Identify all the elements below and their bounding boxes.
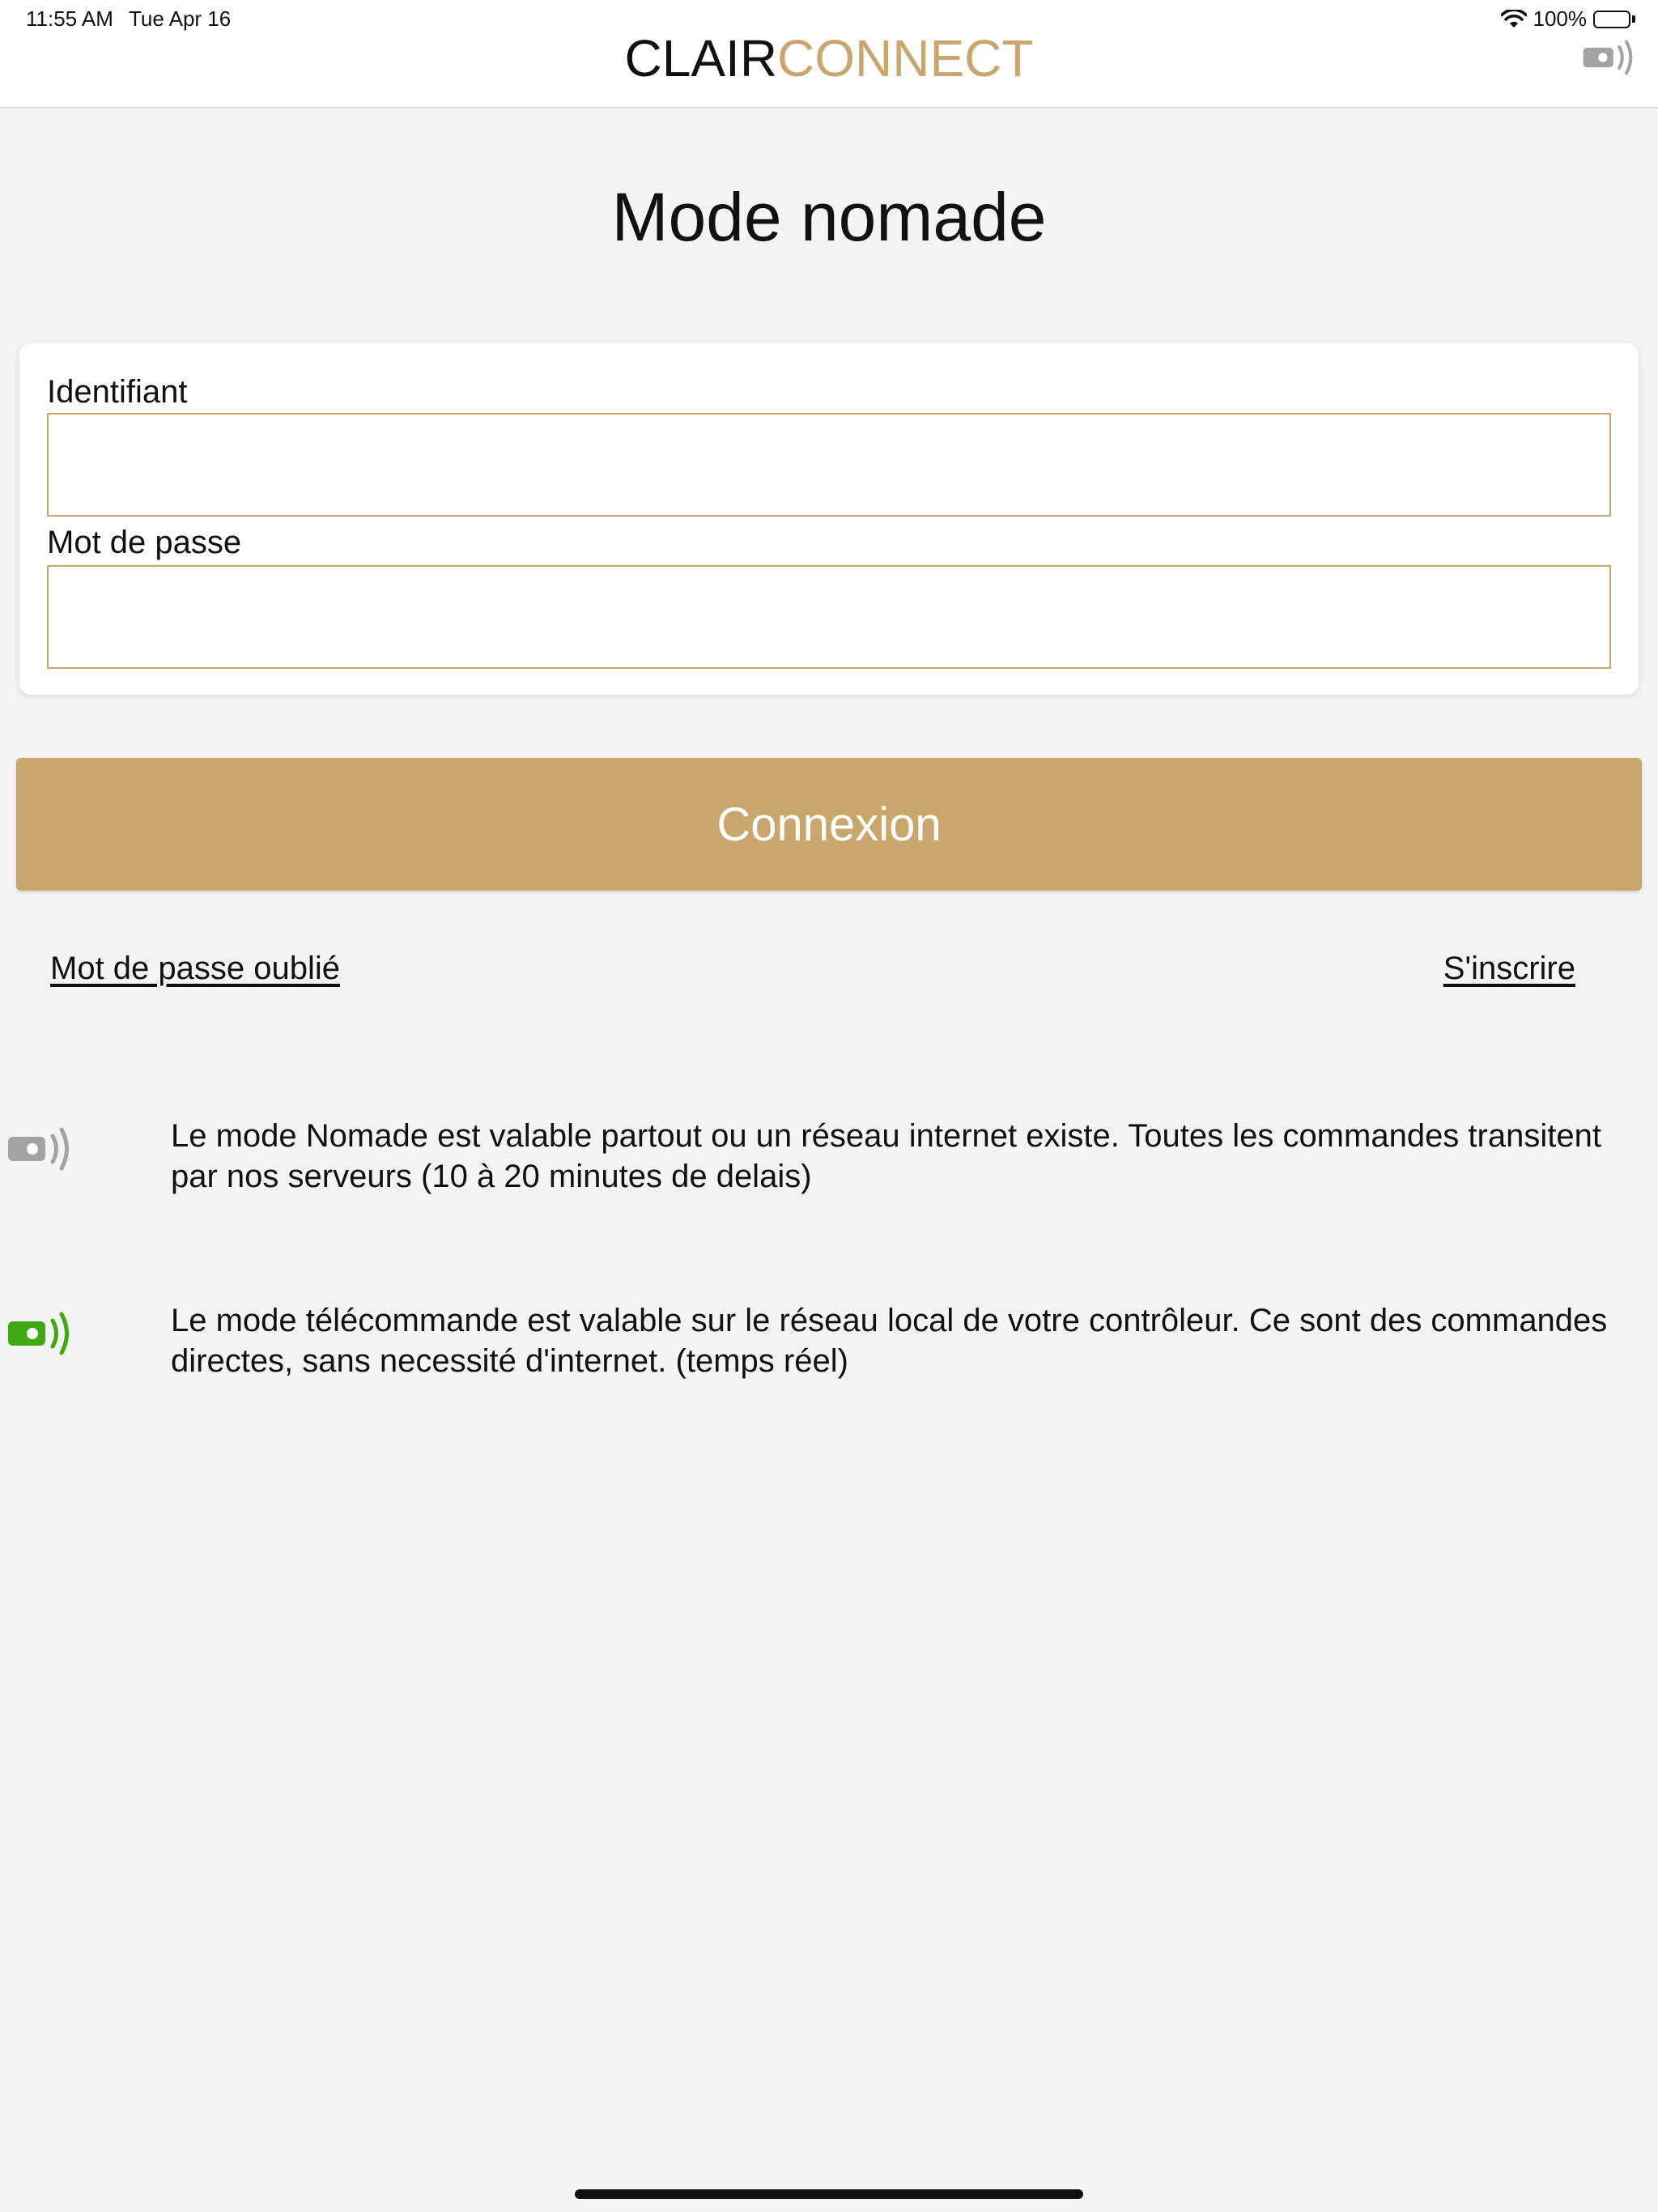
username-label: Identifiant <box>47 374 188 410</box>
password-input[interactable] <box>47 565 1611 669</box>
login-form-card <box>19 343 1639 695</box>
username-input[interactable] <box>47 413 1611 517</box>
battery-icon <box>1593 11 1635 28</box>
remote-mode-icon <box>6 1307 74 1360</box>
nomad-mode-icon <box>6 1122 74 1176</box>
wifi-icon <box>1501 10 1527 29</box>
remote-signal-icon <box>1582 36 1637 79</box>
status-date: Tue Apr 16 <box>129 6 232 31</box>
page-title: Mode nomade <box>611 179 1047 255</box>
status-time: 11:55 AM <box>26 6 113 31</box>
battery-percent: 100% <box>1533 6 1587 31</box>
forgot-password-link[interactable]: Mot de passe oublié <box>50 951 341 986</box>
top-bar <box>0 0 1658 108</box>
brand-logo-connect: CONNECT <box>777 29 1034 87</box>
signup-link[interactable]: S'inscrire <box>1443 951 1575 986</box>
home-indicator[interactable] <box>575 2189 1083 2199</box>
remote-mode-description: Le mode télécommande est valable sur le réseau local de votre contrôleur. Ce sont des commandes directes, sans necessité d'internet. (temps réel) <box>171 1303 1608 1379</box>
brand-logo-clair: CLAIR <box>624 29 778 87</box>
nomad-mode-description: Le mode Nomade est valable partout ou un réseau internet existe. Toutes les commandes transitent par nos serveurs (10 à 20 minutes de delais) <box>171 1118 1601 1194</box>
password-label: Mot de passe <box>47 525 242 560</box>
mode-toggle-button[interactable] <box>1582 36 1637 79</box>
login-button[interactable]: Connexion <box>16 758 1642 891</box>
brand-logo <box>0 28 1658 89</box>
